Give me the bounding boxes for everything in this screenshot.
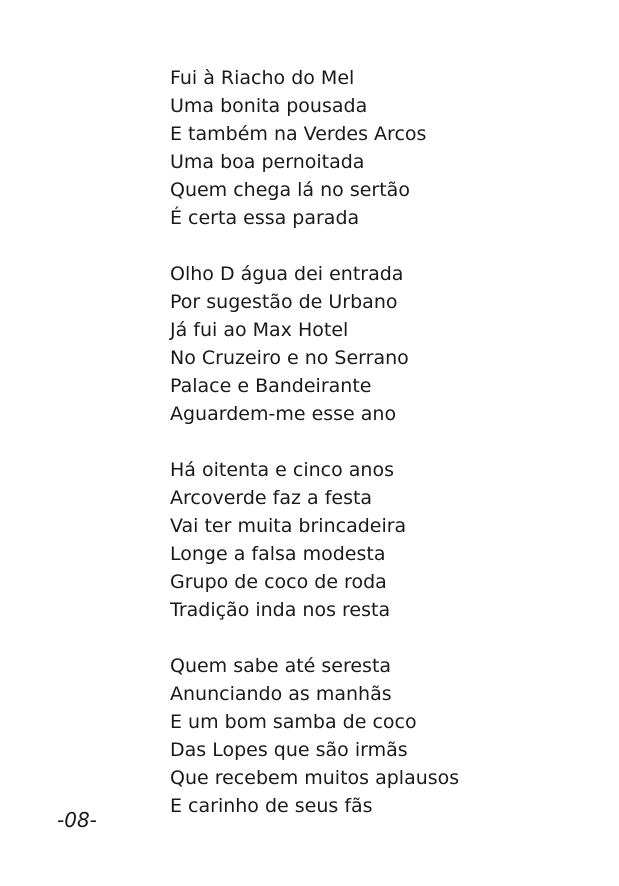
poem-line: Há oitenta e cinco anos: [170, 459, 395, 481]
poem-line: Já fui ao Max Hotel: [170, 319, 349, 341]
poem-line: Que recebem muitos aplausos: [170, 767, 460, 789]
poem-line: Palace e Bandeirante: [170, 375, 372, 397]
poem: [170, 64, 590, 848]
poem-line: Grupo de coco de roda: [170, 571, 387, 593]
poem-line: Olho D água dei entrada: [170, 263, 404, 285]
poem-line: Fui à Riacho do Mel: [170, 67, 355, 89]
stanza-2: [170, 260, 590, 428]
poem-line: Das Lopes que são irmãs: [170, 739, 408, 761]
poem-line: Quem sabe até seresta: [170, 655, 392, 677]
poem-line: Por sugestão de Urbano: [170, 291, 398, 313]
poem-line: E também na Verdes Arcos: [170, 123, 427, 145]
poem-line: Tradição inda nos resta: [170, 599, 391, 621]
poem-line: Anunciando as manhãs: [170, 683, 392, 705]
poem-line: Quem chega lá no sertão: [170, 179, 410, 201]
poem-line: Vai ter muita brincadeira: [170, 515, 407, 537]
poem-line: Longe a falsa modesta: [170, 543, 386, 565]
page-number: -08-: [57, 808, 97, 832]
poem-line: E um bom samba de coco: [170, 711, 417, 733]
stanza-4: [170, 652, 590, 820]
poem-line: É certa essa parada: [170, 207, 360, 229]
poem-line: Aguardem-me esse ano: [170, 403, 397, 425]
poem-line: Uma bonita pousada: [170, 95, 368, 117]
poem-line: Uma boa pernoitada: [170, 151, 365, 173]
stanza-1: [170, 64, 590, 232]
stanza-3: [170, 456, 590, 624]
poem-line: No Cruzeiro e no Serrano: [170, 347, 409, 369]
poem-line: E carinho de seus fãs: [170, 795, 373, 817]
poem-line: Arcoverde faz a festa: [170, 487, 373, 509]
